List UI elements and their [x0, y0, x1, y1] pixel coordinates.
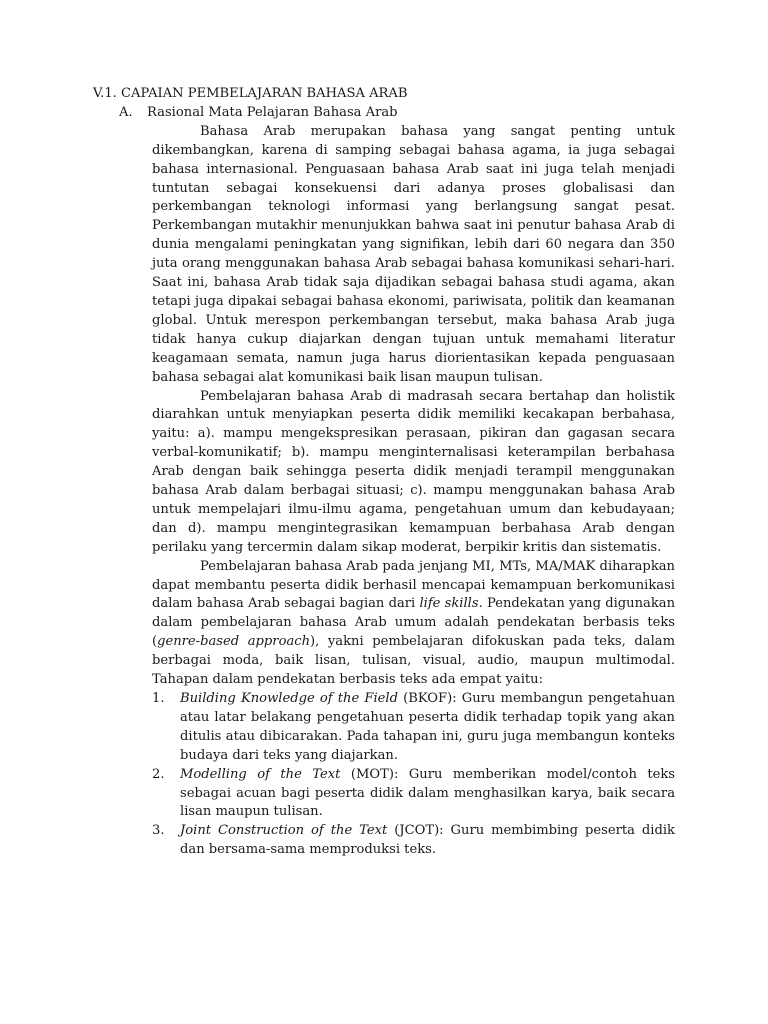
section-title: CAPAIAN PEMBELAJARAN BAHASA ARAB: [121, 86, 408, 101]
steps-list: [152, 690, 675, 860]
subsection-title: Rasional Mata Pelajaran Bahasa Arab: [147, 104, 398, 120]
list-item-term: Modelling of the Text: [180, 766, 341, 782]
document-page: [0, 85, 768, 860]
paragraph-3: [152, 558, 675, 690]
list-item-term: Building Knowledge of the Field: [180, 691, 398, 706]
paragraph-2: Pembelajaran bahasa Arab di madrasah secara bertahap dan holistik diarahkan untuk menyiapkan peserta didik memiliki kecakapan berbahasa, yaitu: a). mampu mengekspresikan perasaan, pikiran dan gagasan secara verbal-komunikatif; b). mampu menginternalisasi keterampilan berbahasa Arab dengan baik sehingga peserta didik menjadi terampil menggunakan bahasa Arab dalam berbagai situasi; c). mampu menggunakan bahasa Arab untuk mempelajari ilmu-ilmu agama, pengetahuan umum dan kebudayaan; dan d). mampu mengintegrasikan kemampuan berbahasa Arab dengan perilaku yang tercermin dalam sikap moderat, berpikir kritis dan sistematis.: [152, 388, 675, 555]
paragraph-3-italic-life-skills: life skills.: [419, 596, 483, 612]
list-item: [152, 690, 675, 766]
paragraph-1: Bahasa Arab merupakan bahasa yang sangat penting untuk dikembangkan, karena di samping sebagai bahasa agama, ia juga sebagai bahasa internasional. Penguasaan bahasa Arab saat ini juga telah menjadi tuntutan sebagai konsekuensi dari adanya proses globalisasi dan perkembangan teknologi informasi yang berlangsung sangat pesat. Perkembangan mutakhir menunjukkan bahwa saat ini penutur bahasa Arab di dunia mengalami peningkatan yang signifikan, lebih dari 60 negara dan 350 juta orang menggunakan bahasa Arab sebagai bahasa komunikasi sehari-hari. Saat ini, bahasa Arab tidak saja dijadikan sebagai bahasa studi agama, akan tetapi juga dipakai sebagai bahasa ekonomi, pariwisata, politik dan keamanan global. Untuk merespon perkembangan tersebut, maka bahasa Arab juga tidak hanya cukup diajarkan dengan tujuan untuk memahami literatur keagamaan semata, namun juga harus diorientasikan kepada penguasaan bahasa sebagai alat komunikasi baik lisan maupun tulisan.: [152, 123, 675, 385]
paragraph-3-text-a: Pembelajaran bahasa Arab pada jenjang MI, MTs, MA/MAK diharapkan dapat membantu peserta didik berhasil mencapai kemampuan berkomunikasi dalam bahasa Arab sebagai bagian dari: [152, 558, 675, 612]
paragraph-3-text-b: Pendekatan yang digunakan dalam pembelajaran bahasa Arab umum adalah pendekatan berbasis teks (: [152, 596, 676, 650]
section-number: V.1.: [93, 86, 117, 101]
paragraph-3-text-c: ), yakni pembelajaran difokuskan pada teks, dalam berbagai moda, baik lisan, tulisan, visual, audio, maupun multimodal. Tahapan dalam pendekatan berbasis teks ada empat yaitu:: [152, 634, 676, 688]
list-item: [152, 766, 675, 823]
body-text: [152, 123, 675, 860]
list-item: [152, 822, 675, 860]
list-item-text: (MOT): Guru memberikan model/contoh teks sebagai acuan bagi peserta didik dalam menghasilkan karya, baik secara lisan maupun tulisan.: [180, 766, 675, 820]
paragraph-3-italic-genre-based: genre-based approach: [157, 634, 311, 650]
list-item-number: 3.: [152, 823, 165, 839]
list-item-text: (JCOT): Guru membimbing peserta didik dan bersama-sama memproduksi teks.: [180, 823, 675, 858]
subsection-heading: [119, 104, 768, 123]
list-item-number: 1.: [152, 691, 165, 706]
list-item-number: 2.: [152, 766, 165, 782]
section-heading: [93, 85, 768, 104]
list-item-text: (BKOF): Guru membangun pengetahuan atau latar belakang pengetahuan peserta didik terhadap topik yang akan ditulis atau dibicarakan. Pada tahapan ini, guru juga membangun konteks budaya dari teks yang diajarkan.: [180, 691, 675, 763]
list-item-term: Joint Construction of the Text: [180, 823, 388, 839]
subsection-letter: A.: [119, 104, 133, 120]
